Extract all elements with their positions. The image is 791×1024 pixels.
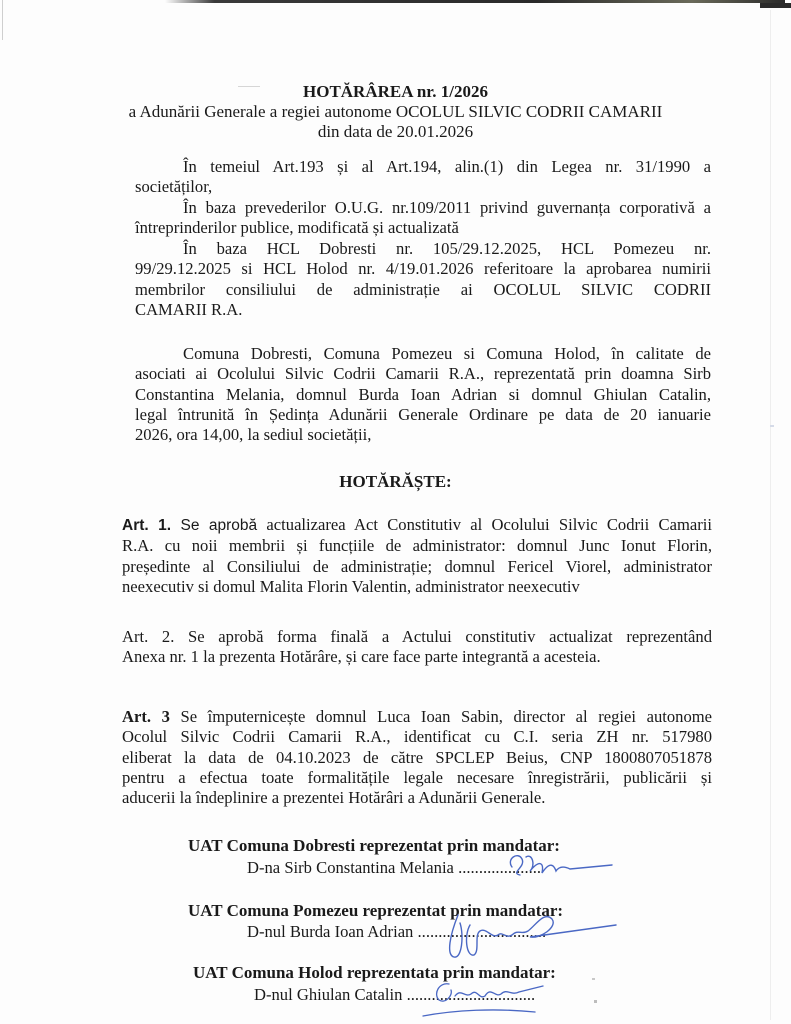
preamble-assembly bbox=[135, 344, 711, 445]
scan-speck bbox=[592, 978, 595, 980]
text-line: membrilor consiliului de administrație ai OCOLUL SILVIC CODRII bbox=[135, 279, 711, 299]
text-line: Anexa nr. 1 la prezenta Hotărâre, și care face parte integrantă a acesteia. bbox=[122, 647, 601, 667]
text-line: R.A. cu noii membrii și funcțiile de administrator: domnul Junc Ionut Florin, bbox=[122, 536, 712, 556]
signature-2-icon bbox=[440, 905, 620, 965]
text-line: neexecutiv si domul Malita Florin Valentin, administrator neexecutiv bbox=[122, 576, 580, 596]
signature-line: .................... bbox=[458, 858, 542, 877]
article-3-label: Art. 3 bbox=[122, 707, 170, 726]
article-1-lead: Se aprobă bbox=[171, 517, 258, 534]
signature-line: ............................... bbox=[406, 985, 536, 1004]
document-date: din data de 20.01.2026 bbox=[317, 122, 474, 141]
article-3 bbox=[122, 707, 712, 808]
text-line: 99/29.12.2025 si HCL Holod nr. 4/19.01.2026 referitoare la aprobarea numirii bbox=[135, 259, 711, 279]
text-line bbox=[122, 515, 712, 536]
text-line: președinte al Consiliului de administrație; domnul Fericel Viorel, administrator bbox=[122, 556, 712, 576]
text-line: În baza prevederilor O.U.G. nr.109/2011 privind guvernanța corporativă a bbox=[183, 198, 711, 217]
text-line: În temeiul Art.193 și al Art.194, alin.(1) din Legea nr. 31/1990 a bbox=[183, 157, 711, 176]
representative-name: D-na Sirb Constantina Melania bbox=[247, 858, 454, 877]
preamble-legal-basis-3 bbox=[135, 239, 711, 320]
text-line: 2026, ora 14,00, la sediul societății, bbox=[135, 425, 372, 445]
preamble-legal-basis-1 bbox=[135, 157, 711, 198]
text-line: Art. 2. Se aprobă forma finală a Actului constitutiv actualizat reprezentând bbox=[122, 627, 712, 646]
text-line: legal întrunită în Ședința Adunării Generale Ordinare pe data de 20 ianuarie bbox=[135, 404, 711, 424]
document-title: HOTĂRÂREA nr. 1/2026 bbox=[303, 82, 488, 101]
representative-name: D-nul Ghiulan Catalin bbox=[254, 985, 403, 1004]
text-line: În baza HCL Dobresti nr. 105/29.12.2025, HCL Pomezeu nr. bbox=[183, 239, 711, 258]
article-3-line: Se împuternicește domnul Luca Ioan Sabin, director al regiei autonome bbox=[169, 707, 713, 726]
scan-speck bbox=[594, 1000, 597, 1003]
signature-3-icon bbox=[415, 970, 555, 1024]
signature-1-icon bbox=[500, 845, 620, 885]
text-line: Constantina Melania, domnul Burda Ioan Adrian si domnul Ghiulan Catalin, bbox=[135, 384, 711, 404]
scan-speck bbox=[770, 425, 774, 427]
document-subtitle: a Adunării Generale a regiei autonome OCOLUL SILVIC CODRII CAMARII bbox=[128, 102, 663, 121]
text-line: Ocolul Silvic Codrii Camarii R.A., identificat cu C.I. seria ZH nr. 517980 bbox=[122, 727, 712, 747]
signature-1-representative bbox=[247, 858, 541, 878]
representative-name: D-nul Burda Ioan Adrian bbox=[247, 922, 414, 941]
text-line: asociati ai Ocolului Silvic Codrii Camarii R.A., reprezentată prin doamna Sirb bbox=[135, 364, 711, 384]
text-line bbox=[122, 707, 712, 727]
article-1-line: actualizarea Act Constitutiv al Ocolului Silvic Codrii Camarii bbox=[257, 515, 712, 534]
decision-heading: HOTĂRĂȘTE: bbox=[339, 472, 452, 491]
text-line: pentru a efectua toate formalitățile legale necesare înregistrării, publicării și bbox=[122, 767, 712, 787]
article-1-label: Art. 1. bbox=[122, 517, 172, 534]
signature-1-heading: UAT Comuna Dobresti reprezentat prin mandatar: bbox=[188, 836, 560, 855]
article-2 bbox=[122, 627, 712, 668]
text-line: întreprinderilor publice, modificată și actualizată bbox=[135, 218, 459, 238]
text-line: aducerii la îndeplinire a prezentei Hotărâri a Adunării Generale. bbox=[122, 788, 546, 808]
text-line: Comuna Dobresti, Comuna Pomezeu si Comuna Holod, în calitate de bbox=[183, 344, 711, 363]
text-line: CAMARII R.A. bbox=[135, 299, 243, 319]
preamble-legal-basis-2 bbox=[135, 198, 711, 239]
signature-3-heading: UAT Comuna Holod reprezentata prin mandatar: bbox=[193, 963, 556, 982]
text-line: societăților, bbox=[135, 177, 213, 197]
signature-line: ............................... bbox=[417, 922, 547, 941]
text-line: eliberat la data de 04.10.2023 de către SPCLEP Beius, CNP 1800807051878 bbox=[122, 747, 712, 767]
signature-2-heading: UAT Comuna Pomezeu reprezentat prin mandatar: bbox=[188, 901, 564, 920]
article-1 bbox=[122, 515, 712, 597]
